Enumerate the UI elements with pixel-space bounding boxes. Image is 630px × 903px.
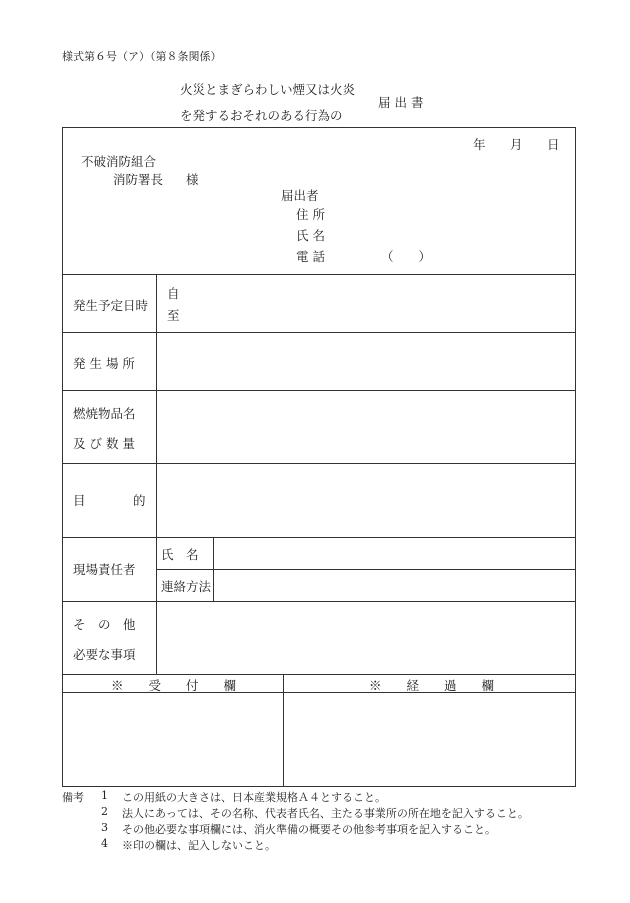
address-label: 住 所 bbox=[296, 207, 325, 222]
divider bbox=[63, 390, 575, 391]
notes-heading: 備考 bbox=[62, 791, 84, 804]
phone-parens: （ ） bbox=[381, 249, 432, 264]
supervisor-contact-label: 連絡方法 bbox=[161, 579, 212, 594]
date-year: 年 bbox=[473, 137, 486, 152]
date-day: 日 bbox=[547, 137, 560, 152]
label-column-divider bbox=[156, 274, 157, 674]
form-number: 様式第６号（ア）（第８条関係） bbox=[62, 50, 222, 63]
purpose-label-left: 目 bbox=[73, 493, 86, 508]
honorific: 様 bbox=[186, 172, 199, 187]
other-label-1: そ の 他 bbox=[73, 617, 136, 632]
divider bbox=[63, 674, 575, 675]
notifier-label: 届出者 bbox=[281, 188, 319, 203]
date-month: 月 bbox=[510, 137, 523, 152]
divider bbox=[156, 569, 575, 570]
datetime-label: 発生予定日時 bbox=[73, 298, 149, 313]
name-label: 氏 名 bbox=[296, 228, 325, 243]
datetime-from: 自 bbox=[167, 286, 180, 301]
reception-header: ※ 受 付 欄 bbox=[111, 678, 237, 693]
divider bbox=[63, 463, 575, 464]
addressee-org: 不破消防組合 bbox=[81, 154, 157, 169]
note-text: 法人にあっては、その名称、代表者氏名、主たる事業所の所在地を記入すること。 bbox=[122, 807, 529, 820]
location-label: 発 生 場 所 bbox=[73, 356, 135, 371]
title-line2: を発するおそれのある行為の bbox=[180, 108, 343, 123]
divider bbox=[63, 601, 575, 602]
materials-label-1: 燃焼物品名 bbox=[73, 406, 136, 421]
datetime-to: 至 bbox=[167, 308, 180, 323]
sub-label-divider bbox=[213, 537, 214, 601]
note-number: 3 bbox=[101, 821, 108, 834]
supervisor-label: 現場責任者 bbox=[73, 562, 136, 577]
title-suffix: 届 出 書 bbox=[378, 95, 424, 110]
divider bbox=[63, 332, 575, 333]
addressee-chief: 消防署長 bbox=[113, 172, 164, 187]
note-number: 1 bbox=[101, 789, 108, 802]
notification-form bbox=[62, 127, 576, 787]
other-label-2: 必要な事項 bbox=[73, 647, 136, 662]
supervisor-name-label: 氏 名 bbox=[161, 547, 199, 562]
note-number: 4 bbox=[101, 837, 108, 850]
note-text: ※印の欄は、記入しないこと。 bbox=[122, 839, 276, 852]
note-number: 2 bbox=[101, 805, 108, 818]
office-column-divider bbox=[283, 674, 284, 786]
divider bbox=[63, 537, 575, 538]
progress-header: ※ 経 過 欄 bbox=[369, 678, 495, 693]
note-text: この用紙の大きさは、日本産業規格Ａ４とすること。 bbox=[122, 791, 386, 804]
divider bbox=[63, 274, 575, 275]
materials-label-2: 及 び 数 量 bbox=[73, 436, 135, 451]
purpose-label-right: 的 bbox=[133, 493, 146, 508]
phone-label: 電 話 bbox=[296, 249, 325, 264]
note-text: その他必要な事項欄には、消火準備の概要その他参考事項を記入すること。 bbox=[122, 823, 496, 836]
title-line1: 火災とまぎらわしい煙又は火炎 bbox=[180, 82, 356, 97]
